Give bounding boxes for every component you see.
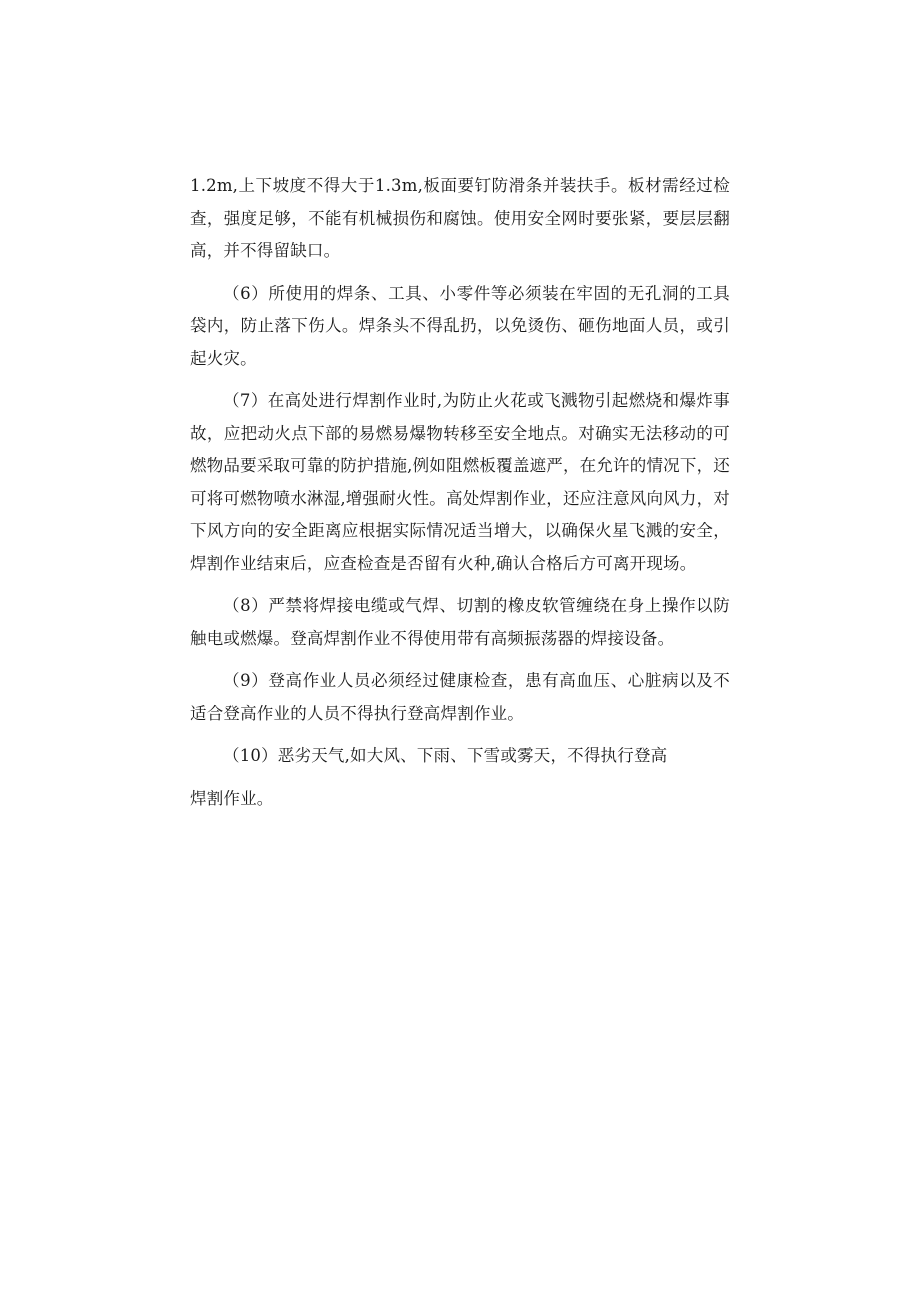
paragraph-continuation: 1.2m,上下坡度不得大于1.3m,板面要钉防滑条并装扶手。板材需经过检查，强度足够，不能有机械损伤和腐蚀。使用安全网时要张紧，要层层翻高，并不得留缺口。 — [190, 176, 730, 260]
paragraph-item-6: （6）所使用的焊条、工具、小零件等必须装在牢固的无孔洞的工具袋内，防止落下伤人。焊条头不得乱扔，以免烫伤、砸伤地面人员，或引起火灾。 — [190, 283, 730, 368]
paragraph-item-10: （10）恶劣天气,如大风、下雨、下雪或雾天，不得执行登高 — [223, 746, 668, 765]
paragraph-item-8: （8）严禁将焊接电缆或气焊、切割的橡皮软管缠绕在身上操作以防触电或燃爆。登高焊割作业不得使用带有高频振荡器的焊接设备。 — [190, 596, 730, 648]
document-body — [190, 170, 730, 825]
paragraph-item-10-continuation: 焊割作业。 — [190, 788, 274, 808]
paragraph-item-9: （9）登高作业人员必须经过健康检查，患有高血压、心脏病以及不适合登高作业的人员不得执行登高焊割作业。 — [190, 671, 730, 723]
paragraph-item-7: （7）在高处进行焊割作业时,为防止火花或飞溅物引起燃烧和爆炸事故，应把动火点下部的易燃易爆物转移至安全地点。对确实无法移动的可燃物品要采取可靠的防护措施,例如阻燃板覆盖遮严，在允许的情况下，还可将可燃物喷水淋湿,增强耐火性。高处焊割作业，还应注意风向风力，对下风方向的安全距离应根据实际情况适当增大，以确保火星飞溅的安全，焊割作业结束后，应查检查是否留有火种,确认合格后方可离开现场。 — [190, 391, 730, 573]
